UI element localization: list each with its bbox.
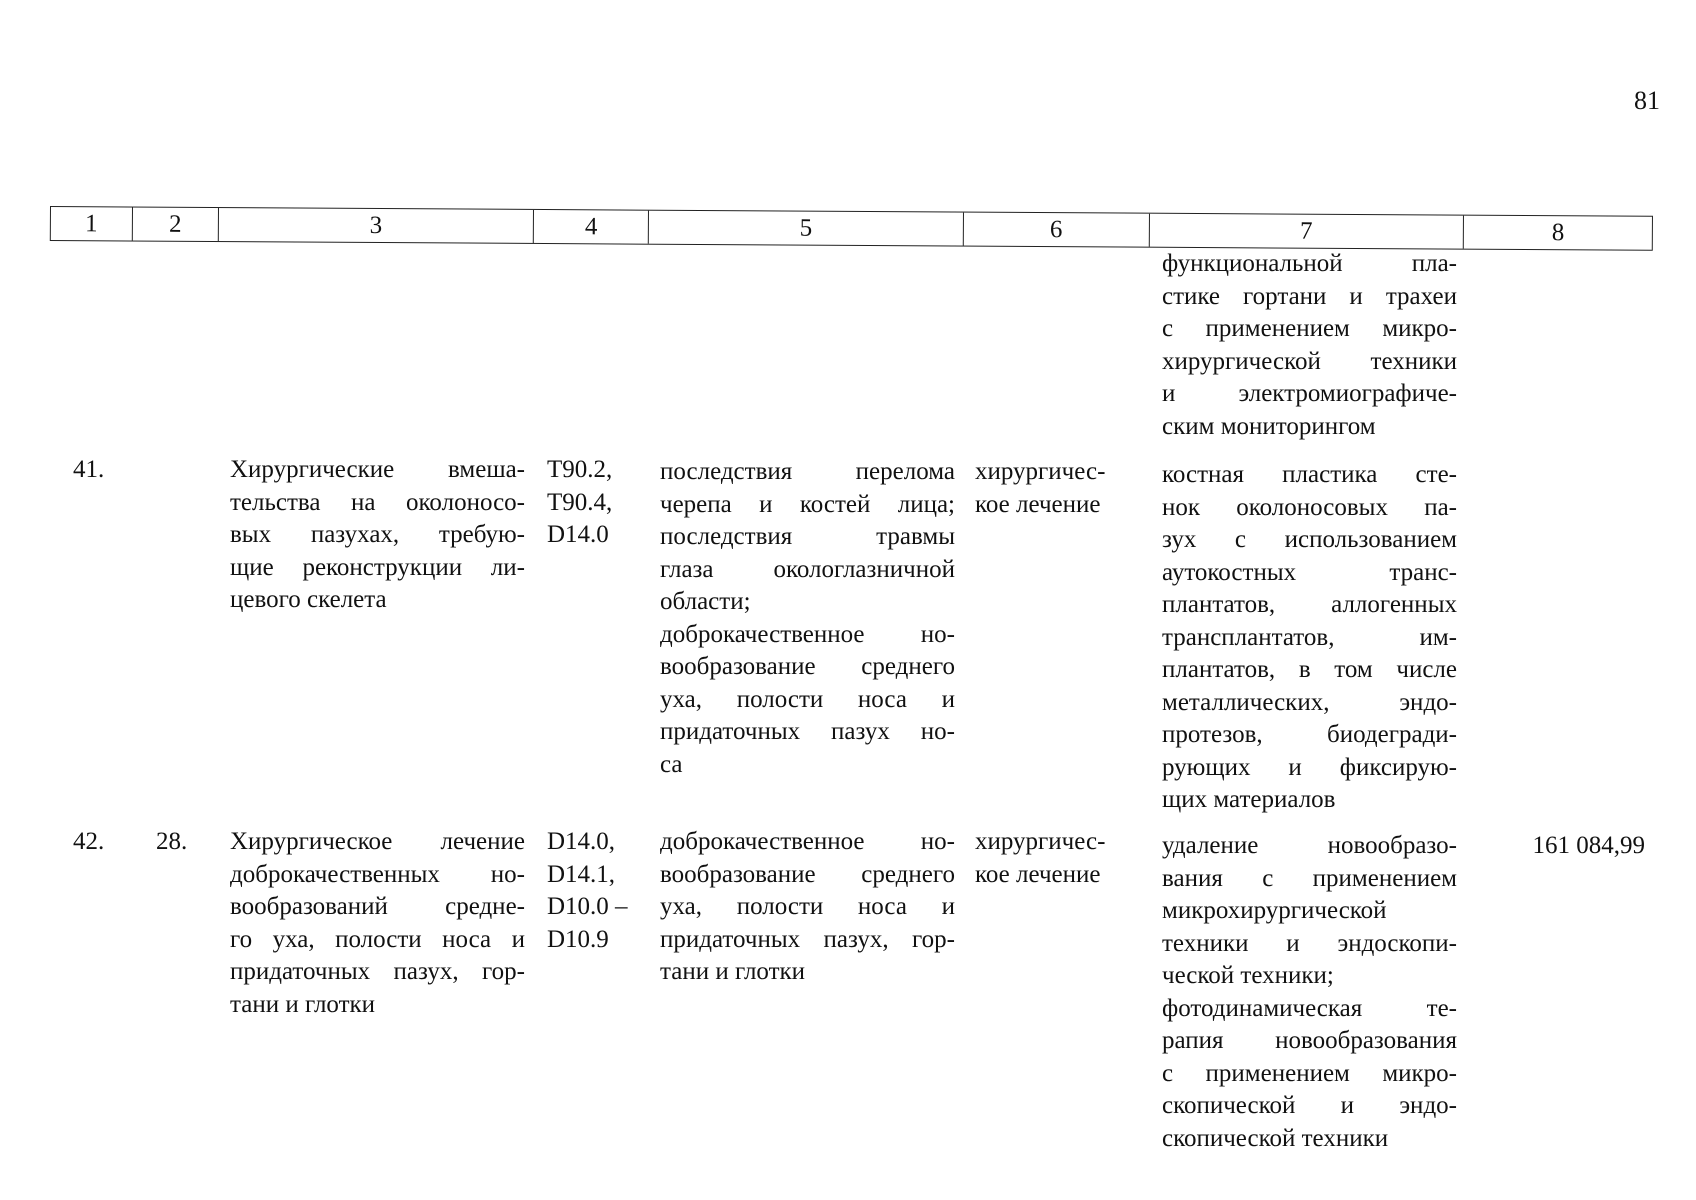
text-line: металлических, эндо- — [1162, 688, 1457, 716]
text-line: вания с применением — [1162, 864, 1457, 892]
text-line: вообразование среднего — [660, 653, 955, 680]
text-line: вообразований средне- — [230, 893, 525, 920]
row-41-number: 41. — [73, 456, 105, 483]
text-line: стике гортани и трахеи — [1162, 282, 1457, 310]
code-line: D10.9 — [547, 925, 609, 953]
text-line: Хирургическое лечение — [230, 828, 525, 855]
header-cell-6: 6 — [964, 213, 1150, 247]
text-line: скопической и эндо- — [1162, 1092, 1457, 1119]
row-41-codes — [547, 454, 642, 552]
table-header-row — [50, 206, 1653, 251]
text-line: придаточных пазух, гор- — [230, 958, 525, 985]
code-line: D14.0 — [547, 521, 609, 548]
text-line: тани и глотки — [230, 990, 376, 1018]
text-line: фотодинамическая те- — [1162, 994, 1457, 1022]
text-line: щие реконструкции ли- — [230, 553, 525, 581]
row-42-method — [1162, 830, 1457, 1155]
text-line: тани и глотки — [660, 958, 806, 985]
text-line: плантатов, в том числе — [1162, 656, 1457, 683]
header-cell-2: 2 — [133, 208, 219, 242]
text-line: трансплантатов, им- — [1162, 623, 1457, 651]
code-line: D14.0, — [547, 828, 616, 855]
text-line: рующих и фиксирую- — [1162, 753, 1457, 781]
text-line: вых пазухах, требую- — [230, 521, 525, 548]
text-line: протезов, биодегради- — [1162, 721, 1457, 748]
continuation-method-text — [1162, 248, 1457, 443]
text-line: функциональной пла- — [1162, 250, 1457, 277]
text-line: и электромиографиче- — [1162, 380, 1457, 407]
text-line: кое лечение — [975, 860, 1101, 888]
row-41-method — [1162, 459, 1457, 817]
text-line: последствия перелома — [660, 458, 955, 485]
text-line: Хирургические вмеша- — [230, 456, 525, 483]
text-line: доброкачественное но- — [660, 828, 955, 855]
text-line: удаление новообразо- — [1162, 832, 1457, 859]
text-line: костная пластика сте- — [1162, 461, 1457, 488]
row-42-treatment — [975, 826, 1135, 891]
row-42-name — [230, 826, 525, 1021]
text-line: хирургичес- — [975, 458, 1106, 485]
row-42-cost: 161 084,99 — [1532, 832, 1645, 859]
text-line: глаза окологлазничной — [660, 555, 955, 583]
code-line: D14.1, — [547, 860, 616, 888]
text-line: микрохирургической — [1162, 897, 1387, 924]
row-41-model — [660, 456, 955, 781]
header-cell-7: 7 — [1149, 214, 1464, 249]
text-line: области; — [660, 588, 751, 615]
header-cell-4: 4 — [534, 210, 649, 244]
code-line: T90.2, — [547, 456, 613, 483]
text-line: последствия травмы — [660, 523, 955, 550]
text-line: кое лечение — [975, 490, 1101, 518]
text-line: плантатов, аллогенных — [1162, 591, 1457, 618]
text-line: нок околоносовых па- — [1162, 493, 1457, 521]
header-cell-8: 8 — [1551, 218, 1565, 246]
row-42-group: 28. — [156, 828, 188, 855]
text-line: ческой техники; — [1162, 962, 1334, 989]
text-line: са — [660, 750, 683, 778]
text-line: хирургичес- — [975, 828, 1106, 855]
code-line: T90.4, — [547, 488, 613, 516]
text-line: с применением микро- — [1162, 1059, 1457, 1087]
text-line: придаточных пазух но- — [660, 718, 955, 745]
code-line: D10.0 – — [547, 893, 628, 920]
text-line: рапия новообразования — [1162, 1027, 1457, 1054]
header-cell-5: 5 — [649, 211, 964, 246]
text-line: доброкачественных но- — [230, 860, 525, 888]
text-line: уха, полости носа и — [660, 685, 955, 713]
text-line: зух с использованием — [1162, 526, 1457, 553]
text-line: щих материалов — [1162, 786, 1336, 813]
text-line: с применением микро- — [1162, 315, 1457, 342]
text-line: скопической техники — [1162, 1124, 1389, 1152]
row-41-treatment — [975, 456, 1135, 521]
text-line: хирургической техники — [1162, 347, 1457, 375]
text-line: го уха, полости носа и — [230, 925, 525, 953]
text-line: уха, полости носа и — [660, 893, 955, 920]
text-line: черепа и костей лица; — [660, 490, 955, 518]
text-line: техники и эндоскопи- — [1162, 929, 1457, 957]
header-cell-1: 1 — [51, 207, 133, 240]
page-number: 81 — [1634, 86, 1660, 115]
row-42-model — [660, 826, 955, 989]
row-41-name — [230, 454, 525, 617]
text-line: вообразование среднего — [660, 860, 955, 888]
text-line: тельства на околоносо- — [230, 488, 525, 516]
text-line: ским мониторингом — [1162, 412, 1376, 440]
row-42-number: 42. — [73, 828, 105, 855]
header-cell-3: 3 — [219, 208, 535, 243]
text-line: придаточных пазух, гор- — [660, 925, 955, 953]
text-line: аутокостных транс- — [1162, 558, 1457, 586]
row-42-codes — [547, 826, 642, 956]
text-line: доброкачественное но- — [660, 620, 955, 648]
text-line: цевого скелета — [230, 586, 387, 613]
